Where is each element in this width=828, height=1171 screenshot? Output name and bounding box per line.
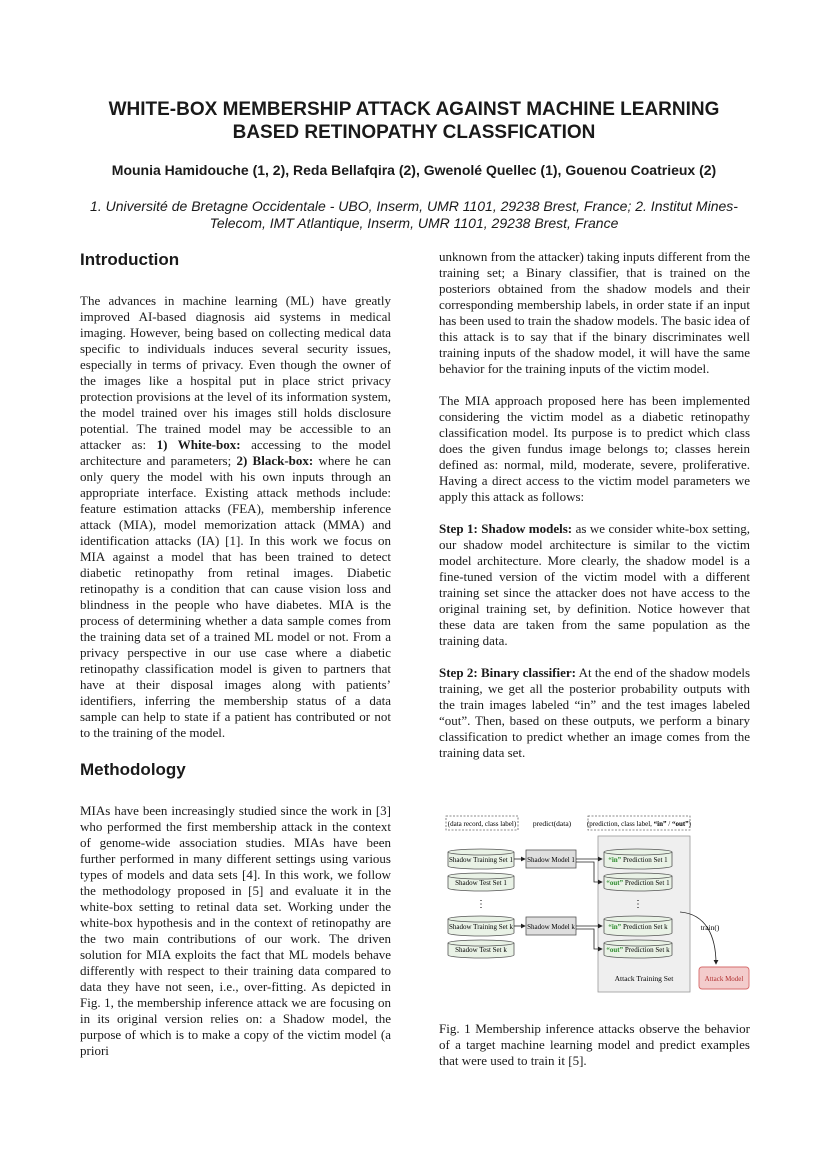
shadow-model-k-label: Shadow Model k <box>527 923 575 931</box>
white-box-label: 1) White-box: <box>156 437 241 452</box>
black-box-label: 2) Black-box: <box>236 453 314 468</box>
left-column <box>80 249 391 1059</box>
out-prediction-set-1-label: “out” Prediction Set 1 <box>606 879 670 887</box>
author-list: Mounia Hamidouche (1, 2), Reda Bellafqira (2), Gwenolé Quellec (1), Gouenou Coatrieux (2) <box>111 162 717 178</box>
right-paragraph-2: The MIA approach proposed here has been implemented considering the victim model as a diabetic retinopathy classification model. Its purpose is to predict which class does the given fundus image belongs to; classes herein defined as: normal, mild, moderate, severe, proliferative. Having a direct access to the victim model parameters we apply this attack as follows: <box>439 393 750 504</box>
shadow-training-set-1-label: Shadow Training Set 1 <box>449 856 513 864</box>
step-1-paragraph <box>439 521 750 649</box>
ellipsis-predictions: ⋮ <box>633 899 643 910</box>
intro-text-d: where he can only query the model with his own inputs through an appropriate interface. Existing attack methods include: feature estimation attacks (FEA), membership inference attack (MIA), model memorization attack (MMA) and identification attacks (IA) [1]. In this work we focus on MIA against a model that has been trained to detect diabetic retinopathy from retinal images. Diabetic retinopathy is a condition that can cause vision loss and blindness in the people who have diabetes. MIA is the process of determining whether a data sample comes from the training data set of a trained ML model or not. From a privacy perspective in our use case where a diabetic retinopathy classification model is given to partners that have at their disposal images along with patients’ identifiers, inferring the membership status of a data sample can help to state if a patient has contributed or not to the training of the model. <box>80 453 392 740</box>
step-2-text: At the end of the shadow models training, we get all the posterior probability outputs with the train images labeled “in” and the test images labeled “out”. Then, based on these outputs, we perform a binary classification to predict whether an image comes from the training data set. <box>439 665 751 760</box>
record-label: (data record, class label) <box>447 820 517 828</box>
out-prediction-set-k-label: “out” Prediction Set k <box>606 946 670 954</box>
attack-model-label: Attack Model <box>704 975 744 983</box>
right-column <box>439 249 750 761</box>
title-line-1: WHITE-BOX MEMBERSHIP ATTACK AGAINST MACHINE LEARNING <box>108 99 720 120</box>
train-label: train() <box>700 923 720 932</box>
intro-text-a: The advances in machine learning (ML) have greatly improved AI-based diagnosis aid systems in medical imaging. However, being based on collecting medical data specific to individuals induces several security issues, especially in terms of privacy. Even though the owner of the images like a hospital put in place strict privacy protection provisions at the level of its information system, the model trained over his images still holds disclosure potential. The trained model may be accessible to an attacker as: <box>80 293 391 452</box>
step-1-text: as we consider white-box setting, our shadow model architecture is similar to the victim model architecture. More clearly, the shadow model is a fine-tuned version of the victim model with a different training set since the attacker does not have access to the original training set, by definition. Notice however that these data are taken from the same population as the training data. <box>439 521 751 648</box>
ellipsis-sets: ⋮ <box>476 899 486 910</box>
title-line-2: BASED RETINOPATHY CLASSFICATION <box>232 122 596 143</box>
affiliation-line-2: Telecom, IMT Atlantique, Inserm, UMR 1101, 29238 Brest, France <box>209 215 619 231</box>
step-2-label: Step 2: Binary classifier: <box>439 665 576 680</box>
predict-label: predict(data) <box>532 819 572 828</box>
caption-text: Fig. 1 Membership inference attacks observe the behavior of a target machine learning model and predict examples that were used to train it [5]. <box>439 1021 750 1068</box>
methodology-paragraph: MIAs have been increasingly studied since the work in [3] who performed the first membership attack in the context of genome-wide association studies. MIAs have been further performed in many different settings using various types of models and data sets [4]. In this work, we follow the methodology proposed in [5] and evaluate it in the white-box setting to retinal data set. Working under the white-box hypothesis and in the context of retinopathy are the two main contributions of our work. The driven solution for MIA exploits the fact that ML models behave differently with respect to their training data compared to data they have not seen, i.e., over-fitting. As depicted in Fig. 1, the membership inference attack we are focusing on in its original version relies on: a Shadow model, the purpose of which is to make a copy of the victim model (a priori <box>80 803 391 1058</box>
in-prediction-set-k-label: “in” Prediction Set k <box>608 923 668 931</box>
shadow-test-set-k-label: Shadow Test Set k <box>455 946 507 954</box>
step-1-label: Step 1: Shadow models: <box>439 521 573 536</box>
step-2-paragraph <box>439 665 750 761</box>
right-paragraph-1: unknown from the attacker) taking inputs different from the training set; a Binary classifier, that is trained on the posteriors obtained from the shadow models and their corresponding membership labels, in order state if an input has been used to train the shadow models. The basic idea of this attack is to say that if the binary discriminates well training inputs of the shadow model, it will have the same behavior for the training inputs of the victim model. <box>439 249 750 376</box>
introduction-paragraph <box>80 293 391 741</box>
introduction-heading: Introduction <box>80 250 180 269</box>
figure-1-diagram <box>444 814 756 994</box>
intro-text-c: accessing to the model architecture and parameters; <box>80 437 391 468</box>
shadow-model-1-label: Shadow Model 1 <box>527 856 575 864</box>
in-prediction-set-1-label: “in” Prediction Set 1 <box>608 856 668 864</box>
figure-1-caption <box>439 1021 750 1069</box>
affiliations <box>80 198 748 232</box>
methodology-heading: Methodology <box>80 760 186 779</box>
shadow-training-set-k-label: Shadow Training Set k <box>449 923 513 931</box>
affiliation-line-1: 1. Université de Bretagne Occidentale - UBO, Inserm, UMR 1101, 29238 Brest, France; 2. Institut Mines- <box>90 198 738 214</box>
shadow-test-set-1-label: Shadow Test Set 1 <box>455 879 507 887</box>
membership-attack-diagram <box>444 814 756 994</box>
paper-title <box>60 98 768 144</box>
prediction-label: (prediction, class label, “in” / “out”) <box>586 820 692 828</box>
attack-training-set-label: Attack Training Set <box>614 974 674 983</box>
